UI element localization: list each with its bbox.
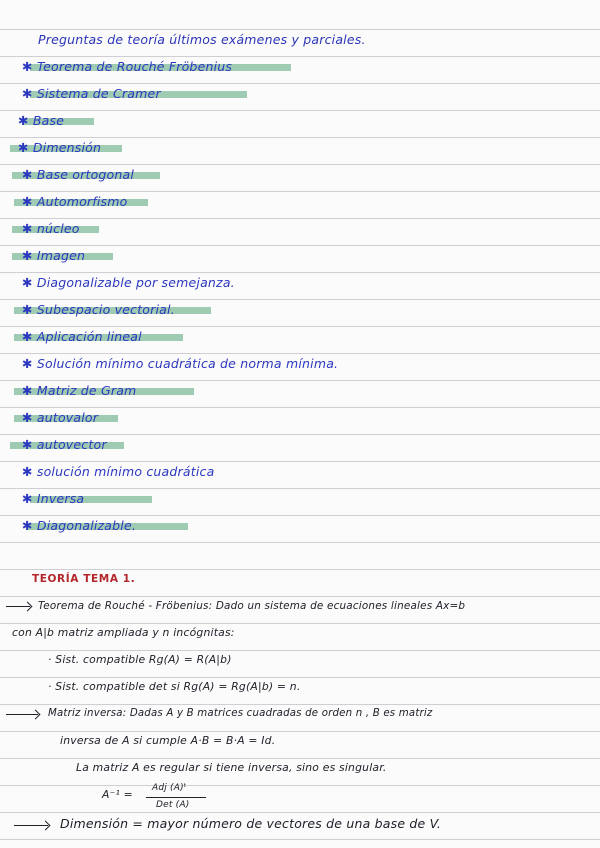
page-title: Preguntas de teoría últimos exámenes y parciales. <box>38 32 366 47</box>
formula-numerator: Adj (A)ᵗ <box>152 783 187 793</box>
asterisk-bullet-icon: ✱ <box>22 275 33 290</box>
asterisk-bullet-icon: ✱ <box>22 410 33 425</box>
regular-matrix-note: La matriz A es regular si tiene inversa, sino es singular. <box>76 761 387 774</box>
arrow-right-icon <box>6 606 30 607</box>
asterisk-bullet-icon: ✱ <box>22 194 33 209</box>
list-item <box>22 196 127 209</box>
asterisk-bullet-icon: ✱ <box>22 248 33 263</box>
topic-label: Dimensión <box>32 140 102 155</box>
list-item <box>22 358 338 371</box>
inverse-definition: Matriz inversa: Dadas A y B matrices cuadradas de orden n , B es matriz <box>48 708 433 719</box>
list-item <box>22 412 98 425</box>
rouche-statement: Teorema de Rouché - Fröbenius: Dado un sistema de ecuaciones lineales Ax=b <box>38 600 466 612</box>
formula-lhs: A⁻¹ = <box>102 788 133 801</box>
topic-label: Aplicación lineal <box>36 329 142 344</box>
topic-label: autovector <box>36 437 107 452</box>
asterisk-bullet-icon: ✱ <box>22 302 33 317</box>
asterisk-bullet-icon: ✱ <box>22 329 33 344</box>
list-item <box>22 466 214 479</box>
topic-label: solución mínimo cuadrática <box>36 464 215 479</box>
asterisk-bullet-icon: ✱ <box>22 437 33 452</box>
list-item <box>22 520 136 533</box>
topic-label: Subespacio vectorial. <box>36 302 175 317</box>
list-item <box>22 493 84 506</box>
list-item <box>22 439 107 452</box>
list-item <box>22 61 232 74</box>
topic-label: Matriz de Gram <box>36 383 137 398</box>
topic-label: autovalor <box>36 410 99 425</box>
topic-label: Inversa <box>36 491 85 506</box>
topic-label: Imagen <box>36 248 86 263</box>
compatible-condition: · Sist. compatible Rg(A) = R(A|b) <box>48 653 232 666</box>
asterisk-bullet-icon: ✱ <box>22 518 33 533</box>
topic-label: Sistema de Cramer <box>36 86 161 101</box>
list-item <box>22 88 161 101</box>
list-item <box>22 331 142 344</box>
asterisk-bullet-icon: ✱ <box>22 59 33 74</box>
asterisk-bullet-icon: ✱ <box>18 113 29 128</box>
topic-label: Solución mínimo cuadrática de norma mínima. <box>36 356 339 371</box>
topic-label: Base <box>32 113 65 128</box>
formula-denominator: Det (A) <box>156 800 190 810</box>
compatible-determinate-condition: · Sist. compatible det si Rg(A) = Rg(A|b) = n. <box>48 680 301 693</box>
rouche-statement-cont: con A|b matriz ampliada y n incógnitas: <box>12 626 235 639</box>
arrow-right-icon <box>6 714 38 715</box>
topic-label: Base ortogonal <box>36 167 135 182</box>
asterisk-bullet-icon: ✱ <box>22 491 33 506</box>
list-item <box>22 385 136 398</box>
arrow-right-icon <box>14 825 48 826</box>
dimension-definition: Dimensión = mayor número de vectores de una base de V. <box>60 816 442 831</box>
asterisk-bullet-icon: ✱ <box>22 356 33 371</box>
list-item <box>18 115 64 128</box>
asterisk-bullet-icon: ✱ <box>22 464 33 479</box>
asterisk-bullet-icon: ✱ <box>22 86 33 101</box>
asterisk-bullet-icon: ✱ <box>22 383 33 398</box>
list-item <box>22 250 85 263</box>
topic-label: Diagonalizable. <box>36 518 137 533</box>
list-item <box>22 277 235 290</box>
asterisk-bullet-icon: ✱ <box>18 140 29 155</box>
section-heading: TEORÍA TEMA 1. <box>32 573 136 585</box>
list-item <box>22 169 134 182</box>
topic-label: Automorfismo <box>36 194 128 209</box>
fraction-bar <box>146 797 206 798</box>
list-item <box>18 142 101 155</box>
topic-label: núcleo <box>36 221 80 236</box>
topic-label: Diagonalizable por semejanza. <box>36 275 235 290</box>
asterisk-bullet-icon: ✱ <box>22 221 33 236</box>
asterisk-bullet-icon: ✱ <box>22 167 33 182</box>
list-item <box>22 223 80 236</box>
topic-label: Teorema de Rouché Fröbenius <box>36 59 233 74</box>
inverse-definition-cont: inversa de A si cumple A·B = B·A = Id. <box>60 734 276 747</box>
list-item <box>22 304 175 317</box>
